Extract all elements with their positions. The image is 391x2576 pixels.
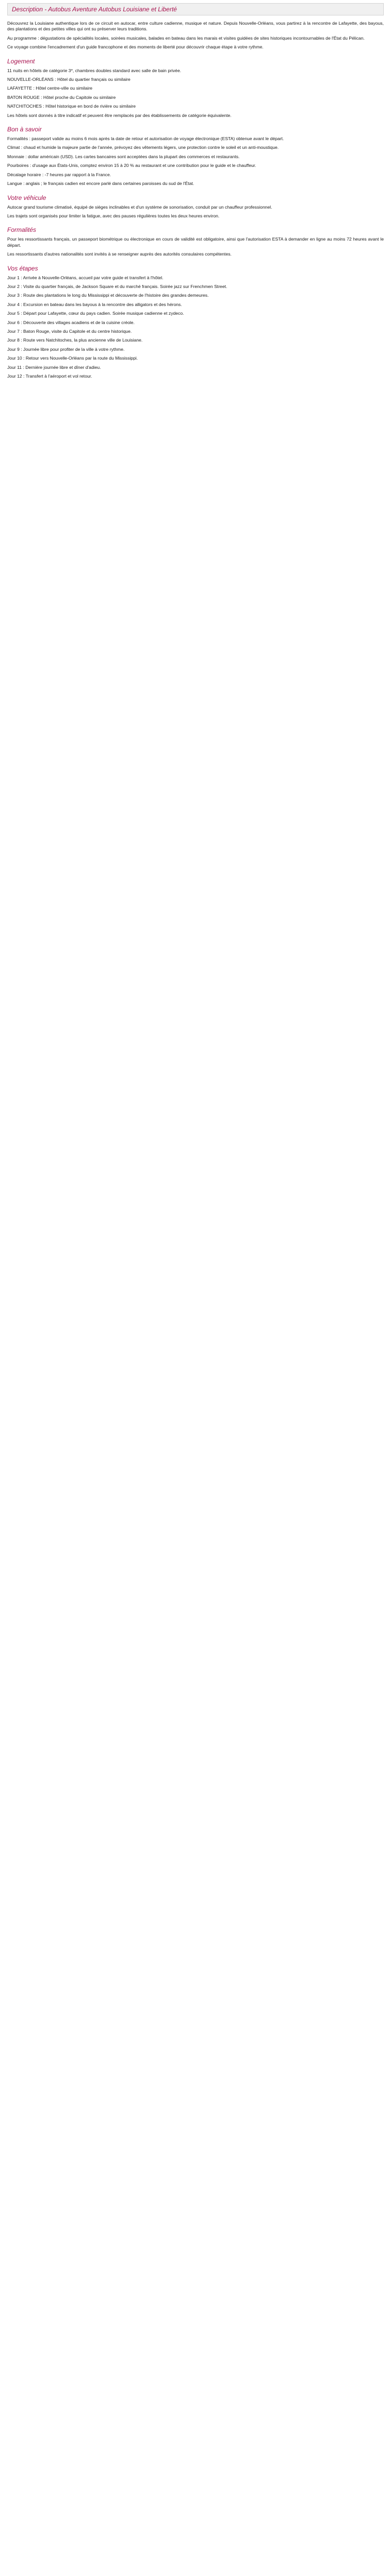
intro-paragraph: Découvrez la Louisiane authentique lors de ce circuit en autocar, entre culture cadienne, musique et nature. Depuis Nouvelle-Orléans, vous partirez à la rencontre de Lafayette, des bayous, des plantations et des petites villes qui ont su préserver leurs traditions.: [7, 21, 384, 32]
etape-paragraph: Jour 7 : Baton Rouge, visite du Capitole et du centre historique.: [7, 328, 132, 334]
etape-paragraph: Jour 8 : Route vers Natchitoches, la plus ancienne ville de Louisiane.: [7, 337, 143, 343]
etape-paragraph: Jour 3 : Route des plantations le long du Mississippi et découverte de l'histoire des grandes demeures.: [7, 293, 209, 298]
formalites-paragraph: Les ressortissants d'autres nationalités sont invités à se renseigner auprès des autorités consulaires compétentes.: [7, 251, 232, 257]
logement-paragraph: Les hôtels sont donnés à titre indicatif et peuvent être remplacés par des établissements de catégorie équivalente.: [7, 112, 232, 118]
vehicule-section: [7, 194, 384, 219]
etape-paragraph: Jour 12 : Transfert à l'aéroport et vol retour.: [7, 374, 92, 379]
info-paragraph: Monnaie : dollar américain (USD). Les cartes bancaires sont acceptées dans la plupart des commerces et restaurants.: [7, 154, 240, 159]
logement-paragraph: BATON ROUGE : Hôtel proche du Capitole ou similaire: [7, 94, 116, 100]
logement-paragraph: 11 nuits en hôtels de catégorie 3*, chambres doubles standard avec salle de bain privée.: [7, 67, 182, 73]
section-title-formalites: Formalités: [7, 226, 37, 234]
info-paragraph: Décalage horaire : -7 heures par rapport à la France.: [7, 172, 111, 177]
etape-paragraph: Jour 9 : Journée libre pour profiter de la ville à votre rythme.: [7, 346, 125, 352]
bon-a-savoir-section: [7, 126, 384, 187]
section-title-etapes: Vos étapes: [7, 264, 38, 272]
vehicule-paragraph: Autocar grand tourisme climatisé, équipé de sièges inclinables et d'un système de sonorisation, conduit par un chauffeur professionnel.: [7, 204, 272, 210]
etape-paragraph: Jour 1 : Arrivée à Nouvelle-Orléans, accueil par votre guide et transfert à l'hôtel.: [7, 275, 164, 280]
page-title: Description - Autobus Aventure Autobus Louisiane et Liberté: [12, 6, 177, 13]
info-paragraph: Pourboires : d'usage aux États-Unis, comptez environ 15 à 20 % au restaurant et une contribution pour le guide et le chauffeur.: [7, 163, 256, 168]
etape-paragraph: Jour 4 : Excursion en bateau dans les bayous à la rencontre des alligators et des hérons.: [7, 301, 182, 307]
intro-section: [7, 21, 384, 50]
formalites-section: [7, 226, 384, 257]
vehicule-paragraph: Les trajets sont organisés pour limiter la fatigue, avec des pauses régulières toutes les deux heures environ.: [7, 213, 220, 218]
etape-paragraph: Jour 2 : Visite du quartier français, de Jackson Square et du marché français. Soirée jazz sur Frenchmen Street.: [7, 283, 227, 289]
page: [0, 0, 391, 393]
formalites-paragraph: Pour les ressortissants français, un passeport biométrique ou électronique en cours de validité est obligatoire, ainsi que l'autorisation ESTA à demander en ligne au moins 72 heures avant le départ.: [7, 236, 384, 248]
info-paragraph: Climat : chaud et humide la majeure partie de l'année, prévoyez des vêtements légers, une protection contre le soleil et un anti-moustique.: [7, 145, 279, 150]
etape-paragraph: Jour 6 : Découverte des villages acadiens et de la cuisine créole.: [7, 319, 135, 325]
info-paragraph: Formalités : passeport valide au moins 6 mois après la date de retour et autorisation de voyage électronique (ESTA) obtenue avant le départ.: [7, 136, 284, 142]
etape-paragraph: Jour 11 : Dernière journée libre et dîner d'adieu.: [7, 364, 101, 370]
logement-paragraph: LAFAYETTE : Hôtel centre-ville ou similaire: [7, 86, 93, 91]
section-title-logement: Logement: [7, 57, 35, 65]
etape-paragraph: Jour 10 : Retour vers Nouvelle-Orléans par la route du Mississippi.: [7, 355, 138, 361]
logement-paragraph: NATCHITOCHES : Hôtel historique en bord de rivière ou similaire: [7, 104, 136, 109]
etapes-section: [7, 265, 384, 380]
intro-paragraph: Au programme : dégustations de spécialités locales, soirées musicales, balades en bateau dans les marais et visites guidées de sites historiques incontournables de l'État du Pélican.: [7, 35, 365, 41]
section-title-vehicule: Votre véhicule: [7, 194, 46, 201]
intro-paragraph: Ce voyage combine l'encadrement d'un guide francophone et des moments de liberté pour découvrir chaque étape à votre rythme.: [7, 44, 264, 50]
section-title-bon-a-savoir: Bon à savoir: [7, 126, 42, 133]
info-paragraph: Langue : anglais ; le français cadien est encore parlé dans certaines paroisses du sud de l'État.: [7, 181, 194, 187]
etape-paragraph: Jour 5 : Départ pour Lafayette, cœur du pays cadien. Soirée musique cadienne et zydeco.: [7, 311, 184, 316]
description-banner: [7, 3, 384, 15]
logement-paragraph: NOUVELLE-ORLÉANS : Hôtel du quartier français ou similaire: [7, 77, 131, 82]
logement-section: [7, 58, 384, 118]
